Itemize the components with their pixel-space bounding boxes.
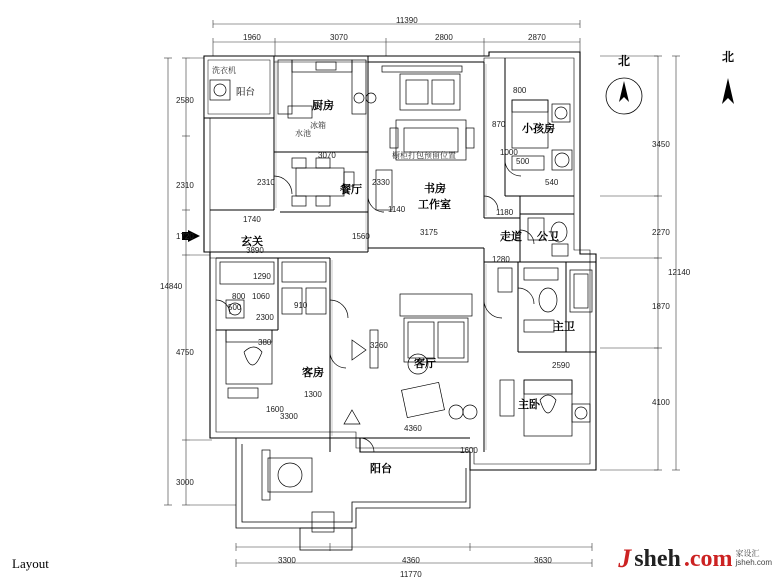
dimension-text: 14840 — [160, 282, 183, 291]
dimension-text: 4360 — [402, 556, 420, 565]
dimension-text: 3630 — [534, 556, 552, 565]
inner-dimension: 3300 — [280, 412, 298, 421]
inner-dimension: 380 — [258, 338, 272, 347]
watermark-j: J — [618, 544, 632, 573]
inner-dimension: 橱柜打包预留位置 — [392, 151, 456, 160]
inner-dimension: 800 — [513, 86, 527, 95]
room-label: 公卫 — [537, 231, 559, 243]
inner-dimension: 4360 — [404, 424, 422, 433]
dimension-text: 3300 — [278, 556, 296, 565]
room-label: 阳台 — [370, 463, 392, 475]
room-label: 客房 — [302, 367, 324, 379]
north-label-right: 北 — [722, 50, 735, 64]
inner-dimension: 3260 — [370, 341, 388, 350]
inner-dimension: 500 — [516, 157, 530, 166]
room-label: 书房 — [424, 183, 446, 195]
page-title: Layout — [12, 556, 49, 571]
inner-dimension: 1000 — [500, 148, 518, 157]
watermark-cn1: 家设汇 — [735, 549, 760, 559]
inner-dimension: 1060 — [252, 292, 270, 301]
dimension-text: 2870 — [528, 33, 546, 42]
room-label: 厨房 — [312, 100, 334, 112]
inner-dimension: 1600 — [460, 446, 478, 455]
inner-dimension: 1300 — [304, 390, 322, 399]
watermark-com: .com — [683, 546, 733, 572]
inner-dimension: 1180 — [496, 208, 514, 217]
room-label: 餐厅 — [340, 184, 362, 196]
inner-dimension: 870 — [492, 120, 506, 129]
dimension-text: 2310 — [176, 181, 194, 190]
room-label: 阳台 — [236, 87, 256, 98]
inner-dimension: 2330 — [372, 178, 390, 187]
inner-dimension: 2300 — [256, 313, 274, 322]
room-label: 主卧 — [518, 399, 540, 411]
inner-dimension: 3890 — [246, 246, 264, 255]
inner-dimension: 500 — [228, 303, 242, 312]
dimension-text: 1720 — [176, 232, 194, 241]
inner-dimension: 910 — [294, 301, 308, 310]
watermark-cn2: jsheh.com — [735, 558, 772, 567]
room-label: 小孩房 — [522, 123, 555, 135]
inner-dimension: 2590 — [552, 361, 570, 370]
inner-dimension: 800 — [232, 292, 246, 301]
room-label: 玄关 — [241, 236, 263, 248]
dimension-text: 12140 — [668, 268, 691, 277]
dimension-text: 4750 — [176, 348, 194, 357]
dimension-text: 3000 — [176, 478, 194, 487]
dimension-text: 4100 — [652, 398, 670, 407]
watermark — [618, 546, 772, 572]
dimension-text: 3450 — [652, 140, 670, 149]
dimension-text: 2270 — [652, 228, 670, 237]
inner-dimension: 3070 — [318, 151, 336, 160]
dimension-text: 2800 — [435, 33, 453, 42]
north-label-left: 北 — [618, 54, 631, 68]
dimension-text: 1870 — [652, 302, 670, 311]
room-label: 客厅 — [414, 358, 436, 370]
inner-dimension: 水池 — [295, 129, 311, 138]
inner-dimension: 1140 — [388, 205, 406, 214]
watermark-sheh: sheh — [634, 546, 681, 572]
inner-dimension: 冰箱 — [310, 121, 326, 130]
inner-dimension: 1560 — [352, 232, 370, 241]
dimension-text: 1960 — [243, 33, 261, 42]
inner-dimension: 1740 — [243, 215, 261, 224]
inner-dimension: 洗衣机 — [212, 66, 236, 75]
inner-dimension: 2310 — [257, 178, 275, 187]
dimension-text: 11390 — [396, 16, 418, 25]
room-label: 工作室 — [418, 199, 451, 211]
inner-dimension: 3175 — [420, 228, 438, 237]
room-label: 主卫 — [553, 321, 575, 333]
inner-dimension: 1280 — [492, 255, 510, 264]
inner-dimension: 540 — [545, 178, 559, 187]
dimension-text: 3070 — [330, 33, 348, 42]
dimension-text: 11770 — [400, 570, 422, 579]
room-label: 走道 — [500, 231, 522, 243]
inner-dimension: 1290 — [253, 272, 271, 281]
dimension-text: 2580 — [176, 96, 194, 105]
inner-dimension: 1600 — [266, 405, 284, 414]
